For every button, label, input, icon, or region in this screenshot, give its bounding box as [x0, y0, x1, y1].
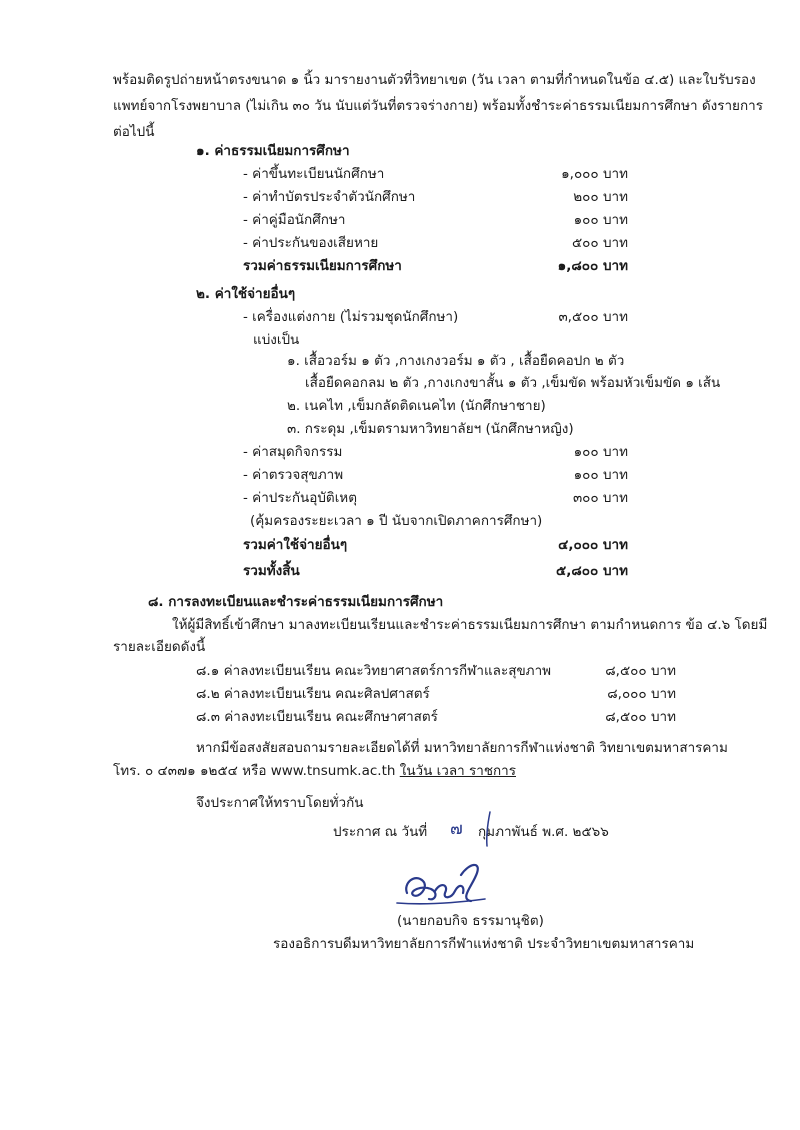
- registration-fee-amount: ๘,๕๐๐ บาท: [605, 663, 676, 679]
- section1-item-label: - ค่าประกันของเสียหาย: [243, 235, 379, 251]
- section1-item-label: - ค่าทำบัตรประจำตัวนักศึกษา: [243, 189, 416, 205]
- section2-item-amount: ๑๐๐ บาท: [573, 444, 628, 460]
- section2-total-label: รวมค่าใช้จ่ายอื่นๆ: [243, 537, 348, 553]
- section2-item-label: - ค่าสมุดกิจกรรม: [243, 444, 343, 460]
- intro-line-3: ต่อไปนี้: [113, 124, 155, 140]
- announcement-date-day: ๗: [450, 819, 463, 839]
- section2-heading: ๒. ค่าใช้จ่ายอื่นๆ: [196, 286, 296, 302]
- section8-heading: ๘. การลงทะเบียนและชำระค่าธรรมเนียมการศึกษา: [148, 594, 444, 610]
- section1-item-amount: ๑๐๐ บาท: [573, 212, 628, 228]
- section2-item-label: - ค่าประกันอุบัติเหตุ: [243, 490, 357, 506]
- registration-fee-label: ๘.๓ ค่าลงทะเบียนเรียน คณะศึกษาศาสตร์: [196, 709, 438, 725]
- registration-fee-label: ๘.๑ ค่าลงทะเบียนเรียน คณะวิทยาศาสตร์การกีฬาและสุขภาพ: [196, 663, 552, 679]
- section2-item-amount: ๓๐๐ บาท: [572, 490, 628, 506]
- signer-position: รองอธิการบดีมหาวิทยาลัยการกีฬาแห่งชาติ ประจำวิทยาเขตมหาสารคาม: [273, 936, 695, 952]
- insurance-note: (คุ้มครองระยะเวลา ๑ ปี นับจากเปิดภาคการศึกษา): [250, 513, 543, 529]
- registration-fee-amount: ๘,๐๐๐ บาท: [607, 686, 676, 702]
- section1-heading: ๑. ค่าธรรมเนียมการศึกษา: [196, 143, 350, 159]
- uniform-label: - เครื่องแต่งกาย (ไม่รวมชุดนักศึกษา): [243, 309, 459, 325]
- registration-fee-amount: ๘,๕๐๐ บาท: [605, 709, 676, 725]
- contact-phone-website: โทร. ๐ ๔๓๗๑ ๑๒๕๔ หรือ www.tnsumk.ac.th: [113, 763, 396, 779]
- announcement-date-prefix: ประกาศ ณ วันที่: [333, 824, 428, 840]
- section1-total-label: รวมค่าธรรมเนียมการศึกษา: [243, 258, 402, 274]
- section8-para-line-1: ให้ผู้มีสิทธิ์เข้าศึกษา มาลงทะเบียนเรียนและชำระค่าธรรมเนียมการศึกษา ตามกำหนดการ ข้อ ๔.๖ โดยมี: [172, 617, 768, 633]
- uniform-amount: ๓,๕๐๐ บาท: [558, 309, 628, 325]
- contact-line-2: [113, 763, 516, 781]
- contact-office-hours: ในวัน เวลา ราชการ: [399, 763, 516, 779]
- contact-line-1: หากมีข้อสงสัยสอบถามรายละเอียดได้ที่ มหาวิทยาลัยการกีฬาแห่งชาติ วิทยาเขตมหาสารคาม: [196, 740, 728, 756]
- split-label: แบ่งเป็น: [253, 332, 300, 348]
- date-ink-flourish: [450, 810, 510, 850]
- uniform-sub-2: ๒. เนคไท ,เข็มกลัดติดเนคไท (นักศึกษาชาย): [287, 398, 546, 414]
- signer-name: (นายกอบกิจ ธรรมานุชิต): [397, 913, 544, 929]
- uniform-sub-3: ๓. กระดุม ,เข็มตรามหาวิทยาลัยฯ (นักศึกษาหญิง): [287, 421, 574, 437]
- section1-item-amount: ๕๐๐ บาท: [571, 235, 628, 251]
- section2-item-amount: ๑๐๐ บาท: [573, 467, 628, 483]
- closing-statement: จึงประกาศให้ทราบโดยทั่วกัน: [196, 795, 364, 811]
- grand-total-label: รวมทั้งสิ้น: [243, 563, 300, 579]
- uniform-sub-1-line-2: เสื้อยืดคอกลม ๒ ตัว ,กางเกงขาสั้น ๑ ตัว ,เข็มขัด พร้อมหัวเข็มขัด ๑ เส้น: [305, 375, 721, 391]
- registration-fee-label: ๘.๒ ค่าลงทะเบียนเรียน คณะศิลปศาสตร์: [196, 686, 430, 702]
- announcement-date-month-year: กุมภาพันธ์ พ.ศ. ๒๕๖๖: [478, 824, 609, 840]
- intro-line-2: แพทย์จากโรงพยาบาล (ไม่เกิน ๓๐ วัน นับแต่วันที่ตรวจร่างกาย) พร้อมทั้งชำระค่าธรรมเนียมการศึกษา ดังรายการ: [113, 98, 763, 114]
- intro-line-1: พร้อมติดรูปถ่ายหน้าตรงขนาด ๑ นิ้ว มารายงานตัวที่วิทยาเขต (วัน เวลา ตามที่กำหนดในข้อ ๔.๕) และใบรับรอง: [113, 72, 756, 88]
- section1-item-amount: ๒๐๐ บาท: [573, 189, 628, 205]
- grand-total-amount: ๕,๘๐๐ บาท: [556, 563, 628, 579]
- section8-para-line-2: รายละเอียดดังนี้: [113, 639, 206, 655]
- signature-mark: [385, 855, 495, 915]
- section2-total-amount: ๔,๐๐๐ บาท: [558, 537, 628, 553]
- section1-item-amount: ๑,๐๐๐ บาท: [561, 166, 628, 182]
- section1-item-label: - ค่าขึ้นทะเบียนนักศึกษา: [243, 166, 385, 182]
- section1-total-amount: ๑,๘๐๐ บาท: [557, 258, 628, 274]
- uniform-sub-1-line-1: ๑. เสื้อวอร์ม ๑ ตัว ,กางเกงวอร์ม ๑ ตัว , เสื้อยืดคอปก ๒ ตัว: [287, 353, 625, 369]
- section1-item-label: - ค่าคู่มือนักศึกษา: [243, 212, 346, 228]
- section2-item-label: - ค่าตรวจสุขภาพ: [243, 467, 344, 483]
